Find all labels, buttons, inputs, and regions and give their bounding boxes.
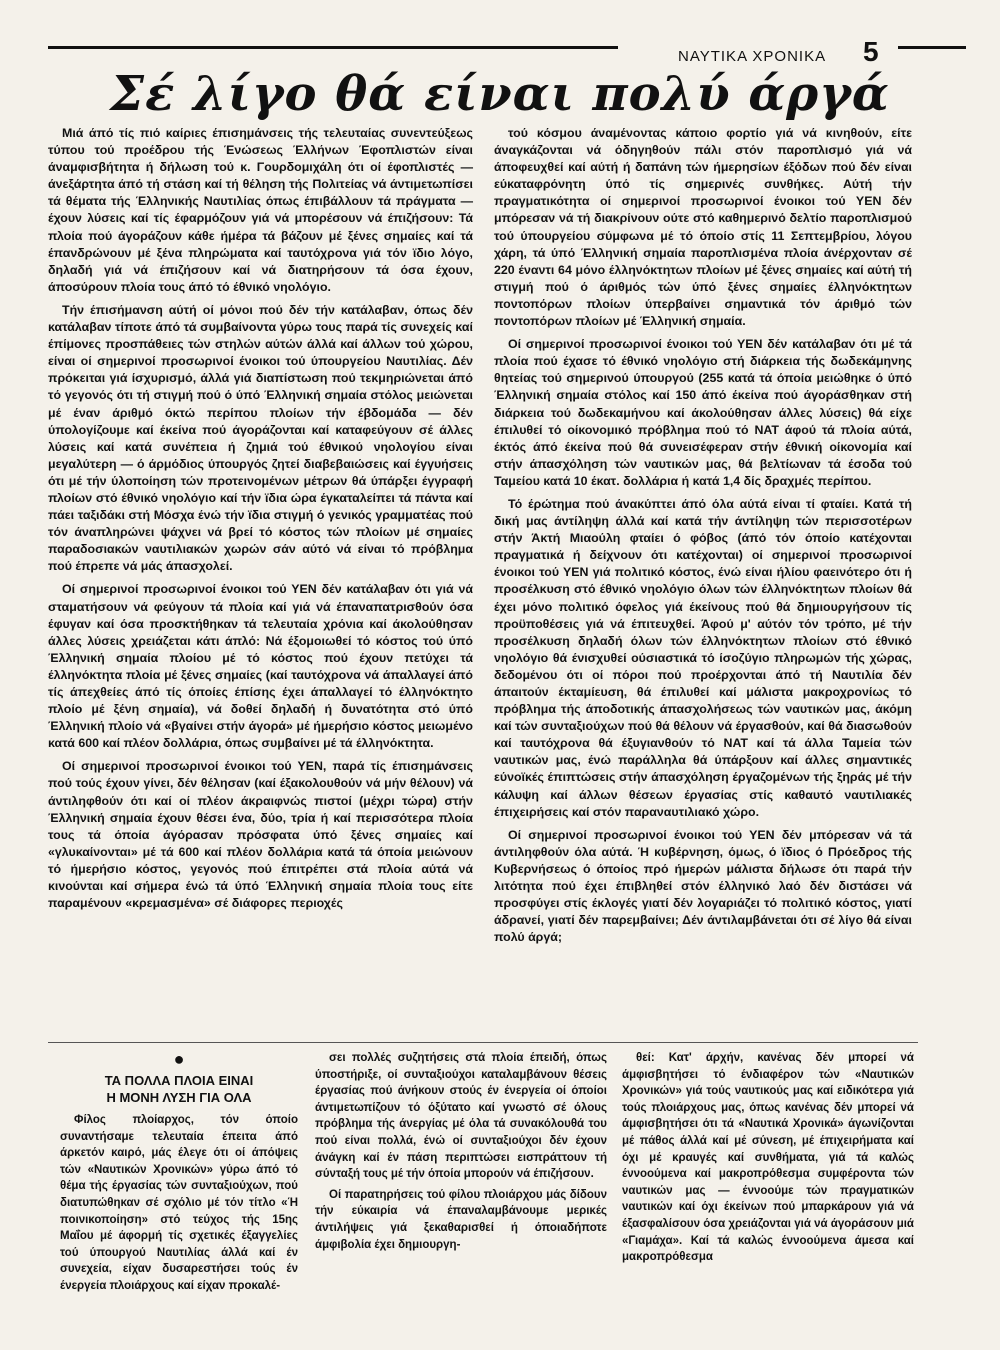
page-number: 5 [863, 36, 879, 67]
bottom-story-heading [60, 1072, 298, 1106]
paragraph: Φίλος πλοίαρχος, τόν όποίο συναντήσαμε τελευταία έπειτα άπό άρκετόν καιρό, μάς έλεγε ότι οί άπόψεις τών «Ναυτικών Χρονικών» γύρω άπό τό θέμα τής έργασίας τών συνταξιούχων, πού διατυπώθηκαν σέ σχόλιο μέ τόν τίτλο «Ή ποινικοποίηση» στό τεύχος τής 15ης Μαΐου μέ άφορμή τίς σχετικές έξαγγελίες τού ύπουργού Ναυτιλίας άλλά καί έν συνεχεία, είχαν δυσαρεστήσει τούς έν ένεργεία πλοιάρχους καί είχαν προκαλέ- [60, 1114, 298, 1292]
paragraph: Οί σημερινοί προσωρινοί ένοικοι τού ΥΕΝ δέν κατάλαβαν ότι γιά νά σταματήσουν νά φεύγουν τά πλοία καί γιά νά έπαναπατρισθούν όσα έφυγαν καί όσα προσκτήθηκαν τά τελευταία χρόνια καί άκολούθησαν άλλες λύσεις χρειάζεται κάτι άπλό: Νά έξομοιωθεί τό κόστος τού ύπό Έλληνική σημαία πλοίου μέ τό κόστος πού έχουν πετύχει τά έλληνόκτητα πλοία μέ ξένες σημαίες (καί ταυτόχρονα νά άπαλλαγεί άπό τίς άπεχθείες άπό τίς όποίες έπίσης έχει άπαλλαγεί τό έλληνόκτητο πλοίο μέ ξένη σημαία), νά δοθεί δηλαδή ή δυνατότητα στό ύπό Έλληνική πλοίο νά «βγαίνει στήν άγορά» μέ ήμερήσιο κόστος μειωμένο κατά 600 καί πλέον δολλάρια, όπως συμβαίνει μέ τά έλληνόκτητα. [48, 582, 473, 751]
paragraph: θεί: Κατ' άρχήν, κανένας δέν μπορεί νά άμφισβητήσει τό ένδιαφέρον τών «Ναυτικών Χρονικών» γιά τούς ναυτικούς μας καί ειδικότερα γιά τούς πλοιάρχους μας, όπως κανένας δέν μπορεί νά άμφισβητήσει ότι τά «Ναυτικά Χρονικά» άγωνίζονται μέ πάθος άλλά καί μέ σύνεση, μέ έπιχειρήματα καί όχι μέ κραυγές καί συνθήματα, γιά τά καλώς έννοούμενα καί μακροπρόθεσμα συμφέροντα τών ναυτικών μας — έννοούμε τών πραγματικών ναυτικών καί όχι έκείνων πού μπαρκάρουν γιά νά έξασφαλίσουν όσα χρειάζονται γιά νά άγοράσουν μιά «Γιαμάχα». Καί τά καλώς έννοούμενα άμεσα καί μακροπρόθεσμα [622, 1052, 914, 1264]
right-column [494, 125, 912, 952]
section-title: ΝΑΥΤΙΚΑ ΧΡΟΝΙΚΑ [678, 48, 827, 65]
left-column [48, 125, 473, 918]
heading-line: Η ΜΟΝΗ ΛΥΣΗ ΓΙΑ ΟΛΑ [106, 1090, 252, 1105]
bullet-icon: ● [173, 1049, 185, 1069]
paragraph: Οί σημερινοί προσωρινοί ένοικοι τού ΥΕΝ δέν μπόρεσαν νά τά άντιληφθούν όλα αύτά. Ή κυβέρνηση, όμως, ό ϊδιος ό Πρόεδρος τής Κυβερνήσεως ό όποίος πρό ήμερών μάλιστα δήλωσε ότι παρά τήν λιτότητα πού έχει έπιβληθεί στόν έλληνικό λαό δέν διστάσει νά προσφύγει στίς έκλογές γιατί δέν λογαριάζει τό πολιτικό κόστος, γιατί άδρανεί, γιατί δέν παρεμβαίνει; Δέν άντιλαμβάνεται ότι σέ λίγο θά είναι πολύ άργά; [494, 827, 912, 945]
section-divider [48, 1042, 918, 1043]
paragraph: Οί σημερινοί προσωρινοί ένοικοι τού ΥΕΝ, παρά τίς έπισημάνσεις πού τούς έχουν γίνει, δέν θέλησαν (καί έξακολουθούν νά μήν θέλουν) νά άντιληφθούν ότι καί οί πλέον άκραιφνώς πιστοί (μέχρι τώρα) στήν Έλληνική σημαία έχουν θέσει ένα, δύο, τρία ή καί περισσότερα πλοία τους τά όποία άγόρασαν πρόσφατα ύπό ξένες σημαίες καί «γλυκαίνονται» μέ τά 600 καί πλέον δολλάρια κατά τά όποία μειώνουν τό ήμερήσιο κόστος, γεγονός πού έπιτρέπει στά πλοία αύτά νά κινούνται καί σήμερα ένώ τά ύπό Έλληνική σημαία πλοία τους είτε παραμένουν «κρεμασμένα» σέ διάφορες περιοχές [48, 759, 473, 911]
bottom-story-col-2 [315, 1050, 607, 1257]
heading-line: ΤΑ ΠΟΛΛΑ ΠΛΟΙΑ ΕΙΝΑΙ [104, 1073, 254, 1088]
bottom-story-col-1 [60, 1050, 298, 1299]
header-rule-right [898, 46, 966, 49]
paragraph: Τήν έπισήμανση αύτή οί μόνοι πού δέν τήν κατάλαβαν, όπως δέν κατάλαβαν τίποτε άπό τά συμβαίνοντα γύρω τους παρά τίς συνεχείς καί έπίμονες προσπάθειες τών στηλών αύτών άλλά καί άλλων τού χώρου, είναι οί σημερινοί προσωρινοί ένοικοι τού ύπουργείου Ναυτιλίας. Δέν πρόκειται γιά ίσχυρισμό, άλλά γιά διαπίστωση πού τεκμηριώνεται άπό τό γεγονός ότι τή στιγμή πού ό ύπό Έλληνική σημαία στόλος μειώνεται μέ έναν άριθμό όκτώ περίπου πλοίων τήν έβδομάδα — δέν ύπολογίζουμε καί έκείνα πού άγοράζονται καί καταφεύγουν σέ άλλες λύσεις καί κατά συνέπεια ή ζημιά τού έθνικού νηολογίου είναι μεγαλύτερη — ό άρμόδιος ύπουργός ζητεί διαβεβαιώσεις καί έγγυήσεις ότι μέ τήν ύλοποίηση τών προτεινομένων μέτρων θά ύπάρξει έγγραφή πλοίων στό έθνικό νηολόγιο καί τήν ϊδια ώρα έγκαταλείπει τά πάντα καί πάει ταξιδάκι στή Μόσχα ένώ τήν ϊδια στιγμή ό γενικός γραμματέας πού τόν άναπληρώνει ψάχνει νά βρεί τό κόστος τών πλοίων μέ σημαίες παραδοσιακών ναυτιλιακών χωρών σάν αύτό νά είναι τό πρόβλημα πού έπρεπε νά μάς άπασχολεί. [48, 302, 473, 574]
article-title: Σέ λίγο θά είναι πολύ άργά [110, 66, 890, 122]
header-rule-left [48, 46, 618, 49]
paragraph: Οί σημερινοί προσωρινοί ένοικοι τού ΥΕΝ δέν κατάλαβαν ότι μέ τά πλοία πού έχασε τό έθνικό νηολόγιο στή διάρκεια τής δωδεκάμηνης θητείας τού σημερινού ύπουργού (255 κατά τά όποία μειώθηκε ό ύπό Έλληνική σημαία στόλος καί 150 άπό έκείνα πού άγοράσθηκαν στή διάρκεια τού δωδεκαμήνου καί άκολούθησαν άλλες λύσεις) θά είχε έπιλυθεί τό οίκονομικό πρόβλημα πού τό ΝΑΤ άφού τά πλοία αύτά, έκτός άπό έκείνα πού θά συνεισέφεραν στήν έθνική οίκονομία καί στήν άπασχόληση τών ναυτικών μας, θά βελτίωναν τά έσοδα τού Ταμείου κατά 10 έκατ. δολλάρια ή κατά 1,4 δίς δραχμές περίπου. [494, 337, 912, 488]
bottom-story-col-3 [622, 1050, 914, 1270]
paragraph: σει πολλές συζητήσεις στά πλοία έπειδή, όπως ύποστήριξε, οί συνταξιούχοι καταλαμβάνουν θέσεις έργασίας πού άνήκουν στούς έν ένεργεία οί όποίοι άντιμετωπίζουν τό όξύτατο καί γνωστό σέ όλους πρόβλημα τής άνεργίας μέ όλα τά συνακόλουθά του πού είναι πολλά, ένώ οί συνταξιούχοι δέν έχουν άνάγκη καί έν πάση περιπτώσει εισπράττουν τή σύνταξή τους μέ τήν όποία μπορούν νά έπιζήσουν. [315, 1052, 607, 1181]
paragraph: Οί παρατηρήσεις τού φίλου πλοιάρχου μάς δίδουν τήν εύκαιρία νά έπαναλαμβάνουμε μερικές άντιλήψεις γιά ξεκαθαρισθεί ή όποιαδήποτε άμφιβολία έχει δημιουργη- [315, 1188, 607, 1251]
paragraph: Μιά άπό τίς πιό καίριες έπισημάνσεις τής τελευταίας συνεντεύξεως τύπου τού προέδρου τής Ένώσεως Έλλήνων Έφοπλιστών είναι άναμφισβήτητα ή δήλωση τού κ. Γουρδομιχάλη ότι οί έφοπλιστές — άνεξάρτητα άπό τή στάση καί τή θέληση τής Πολιτείας νά άντιμετωπίσει τά θέματα τής Έλληνικής Ναυτιλίας όπως έπιβάλλουν τά πράγματα — έχουν λύσεις καί τίς έφαρμόζουν γιά νά μπορέσουν νά έπιζήσουν: Τά πλοία πού άγοράζουν κάθε ήμέρα τά βάζουν μέ ξένες σημαίες καί τά έπανδρώνουν μέ ξένα πληρώματα καί ταυτόχρονα γιά τόν ϊδιο λόγο, δηλαδή γιά νά έπιζήσουν καί νά διατηρήσουν τά όσα έχουν, άποσύρουν πλοία τους άπό τό έθνικό νηολόγιο. [48, 126, 473, 294]
paragraph: Τό έρώτημα πού άνακύπτει άπό όλα αύτά είναι τί φταίει. Κατά τή δική μας άντίληψη άλλά καί κατά τήν άντίληψη τών περισσοτέρων στήν Άκτή Μιαούλη φταίει ό φόβος (άπό τόν όποίο κατέχονται πραγματικά ή δείχνουν ότι κατέχονται) οί σημερινοί προσωρινοί ένοικοι τού ΥΕΝ γιά πολιτικό κόστος, ένώ είναι ήλίου φαεινότερο ότι ή προσέλκυση στό έθνικό νηολόγιο όλων τών έλληνόκτητων πλοίων θά έχει μόνο πολιτικό όφελος γιά έκείνους πού θά δημιουργήσουν τίς προϋποθέσεις γιά νά έπιτευχθεί. Άφού μ' αύτόν τόν τρόπο, μέ τήν προσέλκυση δηλαδή όλων τών έλληνόκτητων πλοίων στό έθνικό νηολόγιο θά ένισχυθεί ούσιαστικά τό ίσοζύγιο πληρωμών τής χώρας, δεδομένου ότι οί πόροι πού προέρχονται άπό τή Ναυτιλία δέν άπαιτούν έκταμίευση, θά έπιλυθεί καί μάλιστα μακροχρονίως τό πρόβλημα τής άποδοτικής άπασχολήσεως τών ναυτικών μας, άκόμη καί τών συνταξιούχων πού θά θέλουν νά έργασθούν, καί θά διασωθούν καί ταυτόχρονα θά έξυγιανθούν τό ΝΑΤ καί τά άλλα Ταμεία τών ναυτικών μας, ένώ παράλληλα θά ύπάρξουν καί άλλες σημαντικές εύνοϊκές έπιπτώσεις στήν άπασχόληση έργαζομένων τής ξηράς μέ τήν κάλυψη καί άλλων θέσεων έργασίας στίς καθαυτό ναυτιλιακές έπιχειρήσεις καί στόν παραναυτιλιακό χώρο. [494, 496, 912, 819]
paragraph: τού κόσμου άναμένοντας κάποιο φορτίο γιά νά κινηθούν, είτε άναγκάζονται νά όδηγηθούν πάλι στόν παροπλισμό γιά νά άποφευχθεί καί αύτή ή δαπάνη τών ήμερησίων έξόδων πού δέν είναι εύκαταφρόνητη ύπό τίς σημερινές συνθήκες. Αύτή τήν πραγματικότητα οί σημερινοί προσωρινοί ένοικοι τού ΥΕΝ δέν μπόρεσαν νά τή διακρίνουν ούτε στό καθημερινό δελτίο παροπλισμού τού ύπουργείου σύμφωνα μέ τό όποίο στίς 11 Σεπτεμβρίου, λόγου χάρη, τά ύπό Έλληνική σημαία παροπλισμένα πλοία άνέρχονταν σέ 220 έναντι 64 μόνο έλληνόκτητων πλοίων μέ ξένες σημαίες καί αύτή τή στιγμή πού ό άριθμός τών ύπό ξένες σημαίες έλληνόκτητων ποντοπόρων πλοίων ύπερβαίνει σημαντικά τόν άριθμό τών ποντοπόρων πλοίων μέ Έλληνική σημαία. [494, 126, 912, 329]
